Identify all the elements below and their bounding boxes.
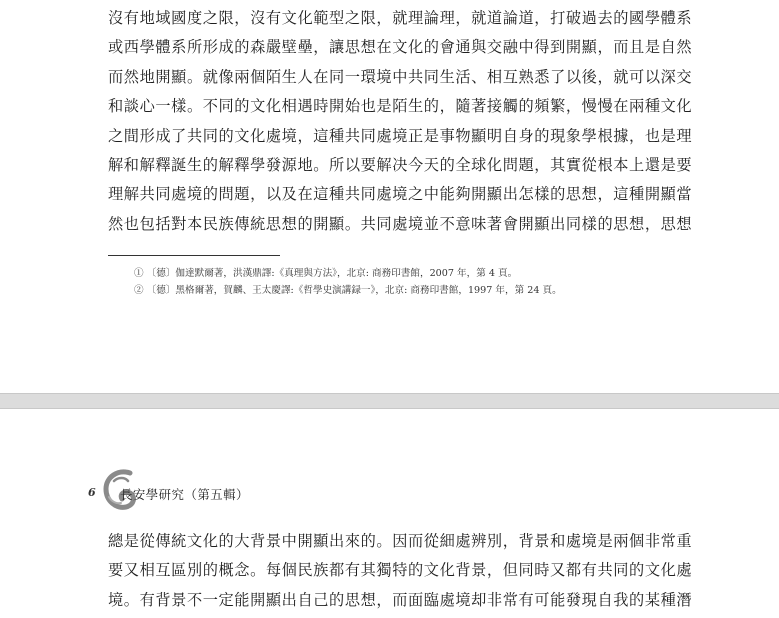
text-line: 境。有背景不一定能開顯出自己的思想，而面臨處境却非常有可能發現自我的某種潛 <box>108 590 692 609</box>
footnote-divider <box>108 255 280 256</box>
text-line: 總是從傳統文化的大背景中開顯出來的。因而從細處辨別，背景和處境是兩個非常重 <box>108 532 692 550</box>
running-header <box>88 467 388 513</box>
footnote-2: ② 〔德〕黑格爾著，賀麟、王太慶譯:《哲學史演講録一》，北京: 商務印書館，1997 年，第 24 頁。 <box>134 285 562 296</box>
running-title: 長安學研究（第五輯） <box>120 487 249 502</box>
text-line: 沒有地域國度之限，沒有文化範型之限，就理論理，就道論道，打破過去的國學體系 <box>108 9 692 27</box>
footnote-list <box>134 265 562 299</box>
page-number: 6 <box>88 486 96 499</box>
text-line: 要又相互區別的概念。每個民族都有其獨特的文化背景，但同時又都有共同的文化處 <box>108 561 692 580</box>
text-line: 而然地開顯。就像兩個陌生人在同一環境中共同生活、相互熟悉了以後，就可以深交 <box>108 67 692 86</box>
text-line: 解和解釋誕生的解釋學發源地。所以要解决今天的全球化問題，其實從根本上還是要 <box>108 156 692 175</box>
text-line: 或西學體系所形成的森嚴壁壘，讓思想在文化的會通與交融中得到開顯，而且是自然 <box>108 38 692 57</box>
text-line: 之間形成了共同的文化處境，這種共同處境正是事物顯明自身的現象學根據，也是理 <box>108 126 692 145</box>
text-line: 理解共同處境的問題，以及在這種共同處境之中能夠開顯出怎樣的思想，這種開顯當 <box>108 185 692 204</box>
text-line: 和談心一樣。不同的文化相遇時開始也是陌生的，隨著接觸的頻繁，慢慢在兩種文化 <box>108 97 692 116</box>
text-line: 然也包括對本民族傳統思想的開顯。共同處境並不意味著會開顯出同樣的思想，思想 <box>108 214 692 233</box>
footnote-1: ① 〔德〕伽達默爾著，洪漢鼎譯:《真理與方法》，北京: 商務印書館，2007 年，第 4 頁。 <box>134 268 518 279</box>
lower-body-paragraph <box>108 527 692 615</box>
upper-body-paragraph <box>108 4 692 239</box>
page-separator <box>0 393 779 409</box>
